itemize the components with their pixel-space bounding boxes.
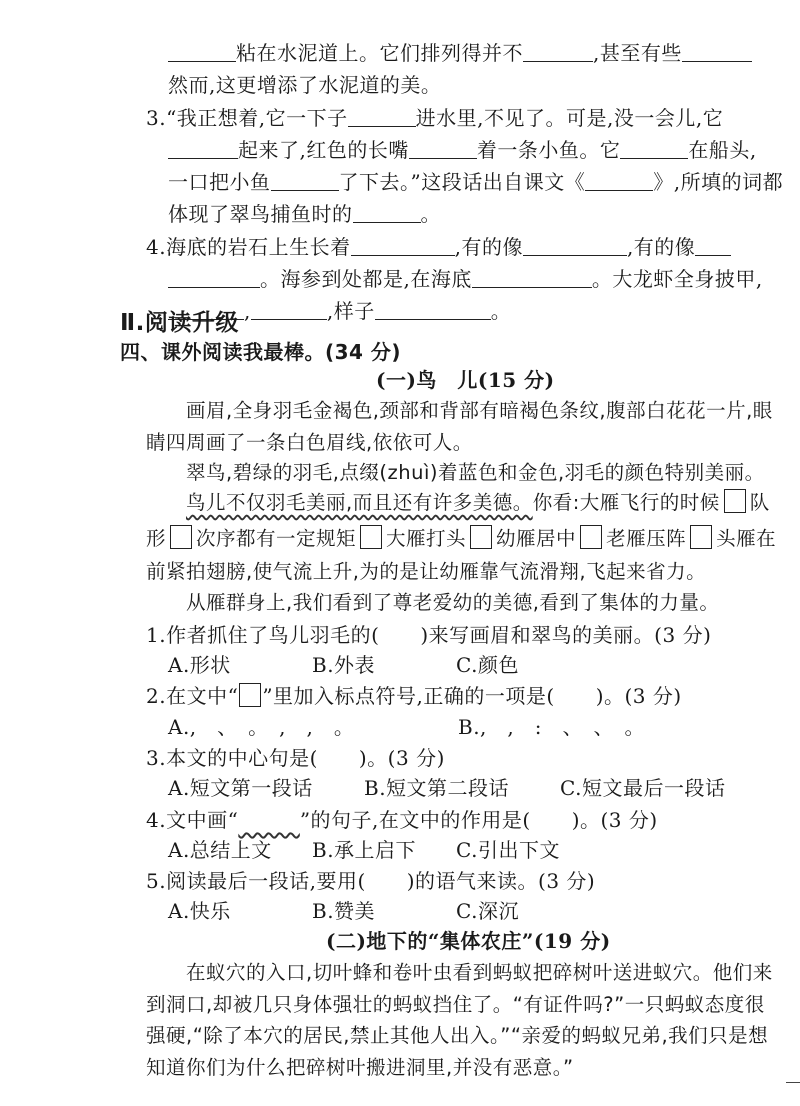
passage2-line1: 在蚁穴的入口,切叶蜂和卷叶虫看到蚂蚁把碎树叶送进蚁穴。他们来 xyxy=(186,961,773,984)
text: 体现了翠鸟捕鱼时的 xyxy=(168,202,353,226)
text: 在船头, xyxy=(688,138,757,162)
option-a[interactable]: A.总结上文 xyxy=(168,838,272,862)
option-a[interactable]: A.短文第一段话 xyxy=(168,776,313,800)
option-a[interactable]: A.形状 xyxy=(168,653,231,677)
text: 了下去。”这段话出自课文《 xyxy=(338,170,586,194)
question-4-options xyxy=(168,835,560,865)
option-c[interactable]: C.深沉 xyxy=(456,899,519,923)
fill-q3-line4 xyxy=(168,199,441,229)
text: ”的句子,在文中的作用是( )。(3 分) xyxy=(299,808,658,832)
answer-blank[interactable] xyxy=(168,265,260,288)
question-5: 5.阅读最后一段话,要用( )的语气来读。(3 分) xyxy=(146,869,596,893)
box-symbol xyxy=(239,683,261,707)
text: 幼雁居中 xyxy=(496,527,577,550)
passage1-title: (一)鸟 儿(15 分) xyxy=(376,368,555,392)
punctuation-box[interactable] xyxy=(170,525,192,549)
text: 形 xyxy=(146,527,167,550)
answer-blank[interactable] xyxy=(251,297,327,320)
text: 3.“我正想着,它一下子 xyxy=(146,106,348,130)
text: 你看:大雁飞行的时候 xyxy=(532,491,720,514)
answer-blank[interactable] xyxy=(168,136,238,159)
question-3-options xyxy=(168,773,725,803)
text: 。 xyxy=(420,202,441,226)
question-5-options xyxy=(168,896,519,926)
text: ,有的像 xyxy=(626,235,696,259)
answer-blank[interactable] xyxy=(523,233,627,256)
passage1-p3-line3: 前紧拍翅膀,使气流上升,为的是让幼雁靠气流滑翔,飞起来省力。 xyxy=(146,560,707,583)
text: ,样子 xyxy=(326,299,375,323)
question-2 xyxy=(146,681,682,711)
text: 大雁打头 xyxy=(386,527,467,550)
text: 队 xyxy=(749,491,770,514)
option-a[interactable]: A., 、 。 , , 。 xyxy=(168,715,355,739)
text: 4.海底的岩石上生长着 xyxy=(146,235,351,259)
part-title: Ⅱ.阅读升级 xyxy=(120,310,239,336)
fill-q3-line3 xyxy=(168,167,783,197)
answer-blank[interactable] xyxy=(375,297,491,320)
fill-q2-line1 xyxy=(168,38,752,68)
answer-blank[interactable] xyxy=(695,233,731,256)
fill-q4-line1 xyxy=(146,232,731,262)
text: 。大龙虾全身披甲, xyxy=(591,267,763,291)
text: ,甚至有些 xyxy=(593,41,682,65)
passage1-p1-line1: 画眉,全身羽毛金褐色,颈部和背部有暗褐色条纹,腹部白花花一片,眼 xyxy=(186,399,773,422)
text: 起来了,红色的长嘴 xyxy=(238,138,409,162)
text: 一口把小鱼 xyxy=(168,170,271,194)
text: 。海参到处都是,在海底 xyxy=(260,267,472,291)
central-sentence: 鸟儿不仅羽毛美丽,而且还有许多美德。 xyxy=(186,491,533,514)
answer-blank[interactable] xyxy=(168,39,236,62)
answer-blank[interactable] xyxy=(348,104,416,127)
answer-blank[interactable] xyxy=(585,168,653,191)
question-1: 1.作者抓住了鸟儿羽毛的( )来写画眉和翠鸟的美丽。(3 分) xyxy=(146,623,712,647)
option-c[interactable]: C.引出下文 xyxy=(456,838,560,862)
passage1-p2: 翠鸟,碧绿的羽毛,点缀(zhuì)着蓝色和金色,羽毛的颜色特别美丽。 xyxy=(186,461,765,484)
punctuation-box[interactable] xyxy=(470,525,492,549)
text: ”里加入标点符号,正确的一项是( )。(3 分) xyxy=(262,684,682,708)
passage2-line4: 知道你们为什么把碎树叶搬进洞里,并没有恶意。” xyxy=(146,1056,574,1079)
option-b[interactable]: B.赞美 xyxy=(312,899,376,923)
fill-q4-line2 xyxy=(168,264,763,294)
text: 》,所填的词都 xyxy=(653,170,784,194)
text: 2.在文中“ xyxy=(146,684,239,708)
punctuation-box[interactable] xyxy=(690,525,712,549)
text: 4.文中画“ xyxy=(146,808,239,832)
question-4 xyxy=(146,805,658,835)
answer-blank[interactable] xyxy=(409,136,477,159)
text: , xyxy=(244,299,251,323)
passage1-p3-line2 xyxy=(146,524,776,554)
fill-q2-line2: 然而,这更增添了水泥道的美。 xyxy=(168,73,442,97)
text: 头雁在 xyxy=(716,527,777,550)
answer-blank[interactable] xyxy=(523,39,593,62)
page-edge-mark xyxy=(786,1082,800,1083)
passage2-line2: 到洞口,却被几只身体强壮的蚂蚁挡住了。“有证件吗?”一只蚂蚁态度很 xyxy=(146,993,765,1016)
option-a[interactable]: A.快乐 xyxy=(168,899,231,923)
text: 次序都有一定规矩 xyxy=(196,527,357,550)
text: 老雁压阵 xyxy=(606,527,687,550)
text: 。 xyxy=(490,299,512,323)
text: 着一条小鱼。它 xyxy=(476,138,621,162)
fill-q3-line1 xyxy=(146,103,723,133)
question-3: 3.本文的中心句是( )。(3 分) xyxy=(146,746,445,770)
punctuation-box[interactable] xyxy=(580,525,602,549)
passage2-line3: 强硬,“除了本穴的居民,禁止其他人出入。”“亲爱的蚂蚁兄弟,我们只是想 xyxy=(146,1024,769,1047)
option-b[interactable]: B.承上启下 xyxy=(312,838,417,862)
passage2-title: (二)地下的“集体农庄”(19 分) xyxy=(326,929,611,953)
answer-blank[interactable] xyxy=(351,233,455,256)
wavy-line-symbol xyxy=(238,808,300,832)
option-b[interactable]: B.外表 xyxy=(312,653,376,677)
text: 进水里,不见了。可是,没一会儿,它 xyxy=(415,106,724,130)
answer-blank[interactable] xyxy=(682,39,752,62)
section-four-heading: 四、课外阅读我最棒。(34 分) xyxy=(120,340,402,364)
option-b[interactable]: B., , : 、 、 。 xyxy=(458,715,646,739)
answer-blank[interactable] xyxy=(472,265,592,288)
answer-blank[interactable] xyxy=(353,200,421,223)
fill-q3-line2 xyxy=(168,135,757,165)
answer-blank[interactable] xyxy=(271,168,339,191)
punctuation-box[interactable] xyxy=(360,525,382,549)
option-c[interactable]: C.颜色 xyxy=(456,653,519,677)
question-1-options xyxy=(168,650,519,680)
text: 粘在水泥道上。它们排列得并不 xyxy=(236,41,523,65)
passage1-p1-line2: 睛四周画了一条白色眉线,依依可人。 xyxy=(146,431,473,454)
passage1-p3-line1 xyxy=(186,488,770,518)
question-2-options xyxy=(168,712,645,742)
text: ,有的像 xyxy=(454,235,523,259)
passage1-p4: 从雁群身上,我们看到了尊老爱幼的美德,看到了集体的力量。 xyxy=(186,591,720,614)
option-b[interactable]: B.短文第二段话 xyxy=(364,776,510,800)
option-c[interactable]: C.短文最后一段话 xyxy=(560,776,726,800)
punctuation-box[interactable] xyxy=(724,489,746,513)
answer-blank[interactable] xyxy=(620,136,688,159)
